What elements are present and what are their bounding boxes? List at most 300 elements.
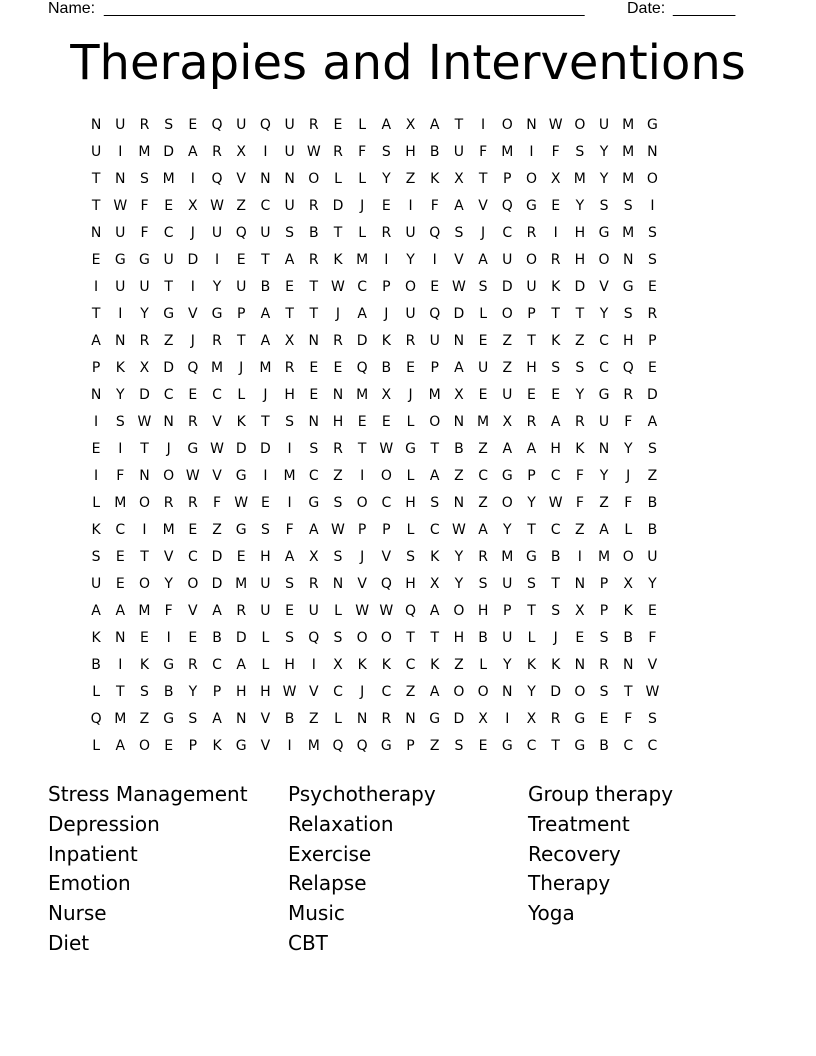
- word-list-item: Recovery: [528, 841, 621, 866]
- grid-letter: U: [115, 279, 126, 295]
- grid-letter: G: [574, 738, 586, 754]
- grid-letter: L: [334, 711, 342, 727]
- grid-letter: T: [236, 333, 246, 349]
- grid-letter: N: [115, 630, 126, 646]
- grid-letter: U: [284, 144, 295, 160]
- grid-letter: U: [90, 576, 102, 592]
- grid-letter: Y: [599, 468, 609, 484]
- grid-letter: G: [163, 306, 175, 322]
- grid-letter: O: [138, 495, 150, 511]
- grid-letter: S: [599, 198, 609, 214]
- grid-letter: D: [235, 441, 247, 457]
- grid-letter: F: [140, 198, 149, 214]
- grid-letter: C: [381, 684, 392, 700]
- grid-letter: D: [356, 333, 368, 349]
- grid-letter: E: [309, 387, 319, 403]
- grid-letter: U: [502, 252, 513, 268]
- grid-letter: E: [188, 387, 198, 403]
- grid-letter: V: [163, 549, 174, 565]
- grid-letter: E: [236, 549, 246, 565]
- grid-letter: M: [235, 576, 248, 592]
- grid-letter: S: [333, 630, 343, 646]
- grid-letter: K: [139, 657, 150, 673]
- grid-letter: I: [118, 657, 123, 673]
- grid-letter: C: [623, 738, 634, 754]
- grid-letter: C: [115, 522, 126, 538]
- grid-letter: C: [599, 360, 609, 376]
- grid-letter: J: [335, 306, 341, 322]
- grid-letter: N: [526, 117, 537, 133]
- grid-letter: Y: [188, 684, 198, 700]
- grid-letter: C: [405, 657, 416, 673]
- grid-letter: O: [477, 684, 489, 700]
- grid-letter: N: [115, 171, 126, 187]
- grid-letter: E: [333, 117, 343, 133]
- grid-letter: G: [622, 279, 634, 295]
- grid-letter: G: [526, 549, 537, 565]
- grid-letter: A: [212, 603, 222, 619]
- grid-letter: T: [430, 441, 439, 457]
- grid-letter: L: [92, 495, 100, 511]
- grid-letter: F: [430, 198, 439, 214]
- grid-letter: Y: [599, 144, 609, 160]
- grid-letter: R: [574, 414, 585, 430]
- grid-letter: C: [333, 684, 343, 700]
- grid-letter: P: [648, 333, 657, 349]
- grid-letter: H: [260, 684, 271, 700]
- grid-letter: W: [548, 117, 563, 133]
- grid-letter: N: [356, 711, 368, 727]
- grid-letter: T: [116, 684, 125, 700]
- grid-letter: T: [478, 171, 488, 187]
- grid-letter: J: [263, 387, 268, 403]
- grid-letter: Z: [333, 468, 343, 484]
- grid-letter: Q: [622, 360, 634, 376]
- grid-letter: Q: [356, 360, 368, 376]
- grid-letter: T: [430, 630, 439, 646]
- grid-letter: T: [551, 576, 560, 592]
- grid-letter: M: [622, 117, 635, 133]
- grid-letter: V: [212, 414, 222, 430]
- grid-letter: X: [188, 198, 198, 214]
- page-title: Therapies and Interventions: [70, 35, 746, 91]
- grid-letter: T: [357, 441, 367, 457]
- grid-letter: C: [478, 468, 488, 484]
- grid-letter: T: [623, 684, 633, 700]
- grid-letter: U: [526, 279, 537, 295]
- grid-letter: N: [90, 225, 102, 241]
- grid-letter: U: [260, 603, 271, 619]
- grid-letter: L: [527, 630, 536, 646]
- grid-letter: X: [308, 549, 319, 565]
- grid-letter: U: [598, 117, 610, 133]
- grid-letter: E: [164, 198, 174, 214]
- grid-letter: G: [598, 387, 610, 403]
- word-list-item: Relapse: [288, 871, 367, 896]
- grid-letter: E: [188, 630, 198, 646]
- grid-letter: S: [575, 144, 585, 160]
- grid-letter: E: [478, 738, 488, 754]
- grid-letter: C: [381, 495, 392, 511]
- grid-letter: E: [357, 414, 367, 430]
- grid-letter: Z: [405, 684, 416, 700]
- grid-letter: Y: [406, 252, 415, 268]
- grid-letter: I: [360, 468, 365, 484]
- grid-letter: R: [405, 333, 416, 349]
- grid-letter: R: [647, 306, 658, 322]
- grid-letter: X: [454, 171, 464, 187]
- grid-letter: U: [647, 549, 658, 565]
- grid-letter: H: [332, 414, 344, 430]
- grid-letter: W: [185, 468, 200, 484]
- grid-letter: B: [308, 225, 319, 241]
- grid-letter: B: [429, 144, 440, 160]
- grid-letter: Y: [503, 657, 512, 673]
- grid-letter: I: [505, 711, 510, 727]
- grid-letter: Y: [140, 306, 149, 322]
- grid-letter: F: [479, 144, 488, 160]
- grid-letter: I: [481, 117, 486, 133]
- grid-letter: R: [308, 117, 319, 133]
- grid-letter: Y: [599, 171, 609, 187]
- grid-letter: I: [118, 441, 123, 457]
- grid-letter: I: [94, 414, 99, 430]
- grid-letter: M: [573, 171, 586, 187]
- grid-letter: W: [355, 603, 370, 619]
- grid-letter: N: [260, 171, 271, 187]
- grid-letter: F: [358, 144, 367, 160]
- grid-letter: S: [478, 279, 488, 295]
- word-list-item: Treatment: [528, 811, 630, 836]
- grid-letter: H: [574, 252, 586, 268]
- grid-letter: Q: [356, 738, 368, 754]
- grid-letter: T: [285, 306, 294, 322]
- grid-letter: Q: [405, 603, 417, 619]
- grid-letter: A: [260, 306, 271, 322]
- grid-letter: O: [622, 549, 634, 565]
- grid-letter: Z: [575, 522, 585, 538]
- grid-letter: I: [263, 468, 268, 484]
- grid-letter: O: [525, 171, 537, 187]
- grid-letter: A: [91, 603, 101, 619]
- grid-letter: Q: [235, 225, 247, 241]
- grid-letter: T: [140, 441, 149, 457]
- grid-letter: A: [284, 252, 295, 268]
- grid-letter: P: [503, 603, 512, 619]
- grid-letter: M: [162, 171, 175, 187]
- grid-letter: L: [334, 603, 342, 619]
- grid-letter: G: [211, 306, 223, 322]
- grid-letter: P: [212, 684, 222, 700]
- grid-letter: K: [430, 657, 440, 673]
- grid-letter: M: [162, 522, 175, 538]
- grid-letter: V: [647, 657, 658, 673]
- grid-letter: E: [430, 279, 440, 295]
- grid-letter: Y: [599, 306, 609, 322]
- grid-letter: C: [212, 657, 222, 673]
- grid-letter: R: [139, 117, 150, 133]
- grid-letter: A: [478, 252, 488, 268]
- grid-letter: N: [332, 387, 344, 403]
- grid-letter: Q: [187, 360, 199, 376]
- grid-letter: T: [551, 738, 560, 754]
- grid-letter: M: [259, 360, 272, 376]
- grid-letter: A: [429, 468, 440, 484]
- grid-letter: Z: [478, 495, 488, 511]
- grid-letter: L: [261, 657, 270, 673]
- grid-letter: X: [333, 657, 343, 673]
- grid-letter: O: [356, 495, 368, 511]
- grid-letter: K: [91, 522, 101, 538]
- grid-letter: M: [138, 603, 151, 619]
- grid-letter: S: [647, 252, 657, 268]
- grid-letter: H: [405, 495, 416, 511]
- grid-letter: D: [501, 279, 513, 295]
- grid-letter: T: [527, 333, 536, 349]
- grid-letter: U: [90, 144, 102, 160]
- grid-letter: U: [405, 225, 416, 241]
- grid-letter: R: [236, 603, 247, 619]
- grid-letter: V: [454, 252, 464, 268]
- grid-letter: E: [381, 198, 391, 214]
- grid-letter: Q: [211, 171, 223, 187]
- grid-letter: L: [358, 171, 367, 187]
- grid-letter: I: [384, 252, 389, 268]
- grid-letter: J: [553, 630, 558, 646]
- grid-letter: K: [430, 171, 440, 187]
- grid-letter: X: [623, 576, 634, 592]
- grid-letter: A: [429, 603, 440, 619]
- grid-letter: R: [526, 225, 537, 241]
- grid-letter: N: [308, 333, 320, 349]
- grid-letter: E: [478, 387, 488, 403]
- grid-letter: E: [91, 441, 101, 457]
- grid-letter: S: [333, 495, 343, 511]
- grid-letter: X: [139, 360, 150, 376]
- grid-letter: W: [645, 684, 660, 700]
- grid-letter: N: [574, 576, 586, 592]
- grid-letter: S: [140, 684, 149, 700]
- grid-letter: E: [599, 711, 609, 727]
- grid-letter: N: [647, 144, 658, 160]
- grid-letter: Q: [308, 630, 320, 646]
- grid-letter: E: [236, 252, 246, 268]
- grid-letter: G: [501, 738, 513, 754]
- grid-letter: J: [190, 225, 195, 241]
- grid-letter: J: [239, 360, 244, 376]
- grid-letter: E: [575, 630, 585, 646]
- grid-letter: J: [360, 549, 365, 565]
- grid-letter: G: [308, 495, 320, 511]
- grid-letter: C: [550, 468, 561, 484]
- grid-letter: C: [502, 225, 513, 241]
- grid-letter: B: [647, 495, 658, 511]
- grid-letter: R: [526, 414, 537, 430]
- grid-letter: H: [284, 387, 295, 403]
- grid-letter: M: [622, 144, 635, 160]
- grid-letter: W: [451, 522, 466, 538]
- grid-letter: U: [598, 414, 610, 430]
- grid-letter: K: [526, 657, 537, 673]
- grid-letter: G: [235, 468, 247, 484]
- grid-letter: X: [550, 171, 561, 187]
- grid-letter: Y: [575, 387, 585, 403]
- grid-letter: U: [260, 225, 271, 241]
- grid-letter: L: [624, 522, 633, 538]
- grid-letter: K: [236, 414, 246, 430]
- grid-letter: A: [429, 117, 440, 133]
- grid-letter: A: [599, 522, 609, 538]
- grid-letter: O: [308, 171, 320, 187]
- grid-letter: K: [333, 252, 343, 268]
- grid-letter: N: [622, 657, 634, 673]
- grid-letter: X: [478, 711, 488, 727]
- grid-letter: K: [381, 657, 391, 673]
- grid-letter: W: [210, 441, 224, 457]
- grid-letter: G: [187, 441, 199, 457]
- grid-letter: P: [91, 360, 101, 376]
- grid-letter: E: [406, 360, 415, 376]
- grid-letter: E: [647, 279, 657, 295]
- grid-letter: P: [357, 522, 367, 538]
- word-list-item: Therapy: [528, 871, 611, 896]
- grid-letter: I: [214, 252, 220, 268]
- grid-letter: A: [429, 684, 440, 700]
- grid-letter: E: [527, 387, 536, 403]
- grid-letter: S: [478, 576, 488, 592]
- grid-letter: B: [623, 630, 634, 646]
- grid-letter: R: [333, 144, 343, 160]
- grid-letter: X: [236, 144, 247, 160]
- grid-letter: Q: [501, 198, 513, 214]
- word-list-item: Emotion: [48, 871, 131, 896]
- grid-letter: N: [574, 657, 586, 673]
- grid-letter: K: [551, 279, 561, 295]
- grid-letter: S: [454, 225, 464, 241]
- grid-letter: N: [90, 117, 102, 133]
- grid-letter: G: [598, 225, 610, 241]
- grid-letter: I: [118, 306, 123, 322]
- grid-letter: L: [358, 117, 367, 133]
- grid-letter: O: [646, 171, 658, 187]
- grid-letter: Z: [478, 441, 488, 457]
- grid-letter: U: [477, 360, 489, 376]
- grid-letter: S: [623, 198, 633, 214]
- grid-letter: E: [551, 198, 561, 214]
- grid-letter: P: [188, 738, 198, 754]
- grid-letter: D: [332, 198, 344, 214]
- grid-letter: L: [334, 171, 342, 187]
- grid-letter: F: [213, 495, 222, 511]
- grid-letter: N: [332, 576, 344, 592]
- grid-letter: Z: [502, 360, 513, 376]
- grid-letter: L: [406, 414, 415, 430]
- grid-letter: M: [114, 495, 127, 511]
- grid-letter: O: [429, 414, 441, 430]
- word-list-item: Psychotherapy: [288, 782, 436, 806]
- grid-letter: R: [333, 333, 343, 349]
- grid-letter: E: [91, 252, 101, 268]
- grid-letter: N: [453, 495, 465, 511]
- grid-letter: D: [163, 360, 175, 376]
- grid-letter: K: [551, 657, 561, 673]
- grid-letter: D: [260, 441, 271, 457]
- grid-letter: A: [188, 144, 198, 160]
- grid-letter: R: [623, 387, 634, 403]
- grid-letter: K: [115, 360, 125, 376]
- grid-letter: F: [575, 468, 584, 484]
- grid-letter: Z: [163, 333, 174, 349]
- grid-letter: O: [380, 468, 392, 484]
- grid-letter: S: [115, 414, 125, 430]
- grid-letter: W: [379, 603, 394, 619]
- grid-letter: S: [406, 549, 415, 565]
- grid-letter: S: [647, 441, 657, 457]
- word-list-item: Depression: [48, 811, 160, 836]
- grid-letter: Y: [116, 387, 125, 403]
- grid-letter: G: [405, 441, 416, 457]
- grid-letter: P: [599, 603, 609, 619]
- grid-letter: I: [118, 144, 123, 160]
- grid-letter: S: [623, 306, 633, 322]
- grid-letter: B: [212, 630, 222, 646]
- grid-letter: J: [166, 441, 171, 457]
- grid-letter: I: [577, 549, 582, 565]
- grid-letter: C: [357, 279, 368, 295]
- grid-letter: I: [650, 198, 655, 214]
- grid-letter: Y: [527, 495, 536, 511]
- grid-letter: M: [622, 171, 635, 187]
- grid-letter: W: [282, 684, 297, 700]
- grid-letter: I: [94, 468, 99, 484]
- grid-letter: U: [211, 225, 223, 241]
- grid-letter: U: [502, 576, 513, 592]
- grid-letter: D: [139, 387, 150, 403]
- grid-letter: S: [599, 684, 609, 700]
- grid-letter: R: [478, 549, 488, 565]
- grid-letter: T: [406, 630, 415, 646]
- grid-letter: K: [381, 333, 391, 349]
- grid-letter: N: [453, 414, 465, 430]
- grid-letter: U: [453, 144, 465, 160]
- grid-letter: T: [261, 414, 270, 430]
- grid-letter: E: [188, 117, 198, 133]
- grid-letter: N: [405, 711, 416, 727]
- grid-letter: A: [502, 441, 513, 457]
- grid-letter: G: [646, 117, 658, 133]
- grid-letter: G: [526, 198, 537, 214]
- grid-letter: E: [188, 522, 198, 538]
- grid-letter: F: [648, 630, 657, 646]
- grid-letter: M: [501, 549, 514, 565]
- grid-letter: V: [599, 279, 609, 295]
- grid-letter: I: [311, 657, 316, 673]
- header: [48, 0, 748, 20]
- grid-letter: G: [501, 468, 513, 484]
- grid-letter: P: [430, 360, 439, 376]
- grid-letter: J: [626, 468, 631, 484]
- grid-letter: L: [92, 738, 100, 754]
- grid-letter: S: [309, 441, 319, 457]
- grid-letter: R: [381, 225, 392, 241]
- word-list-item: Inpatient: [48, 841, 138, 866]
- grid-letter: A: [381, 117, 392, 133]
- grid-letter: L: [261, 630, 270, 646]
- grid-letter: U: [115, 225, 126, 241]
- grid-letter: B: [91, 657, 101, 673]
- grid-letter: P: [527, 306, 536, 322]
- grid-letter: E: [478, 333, 488, 349]
